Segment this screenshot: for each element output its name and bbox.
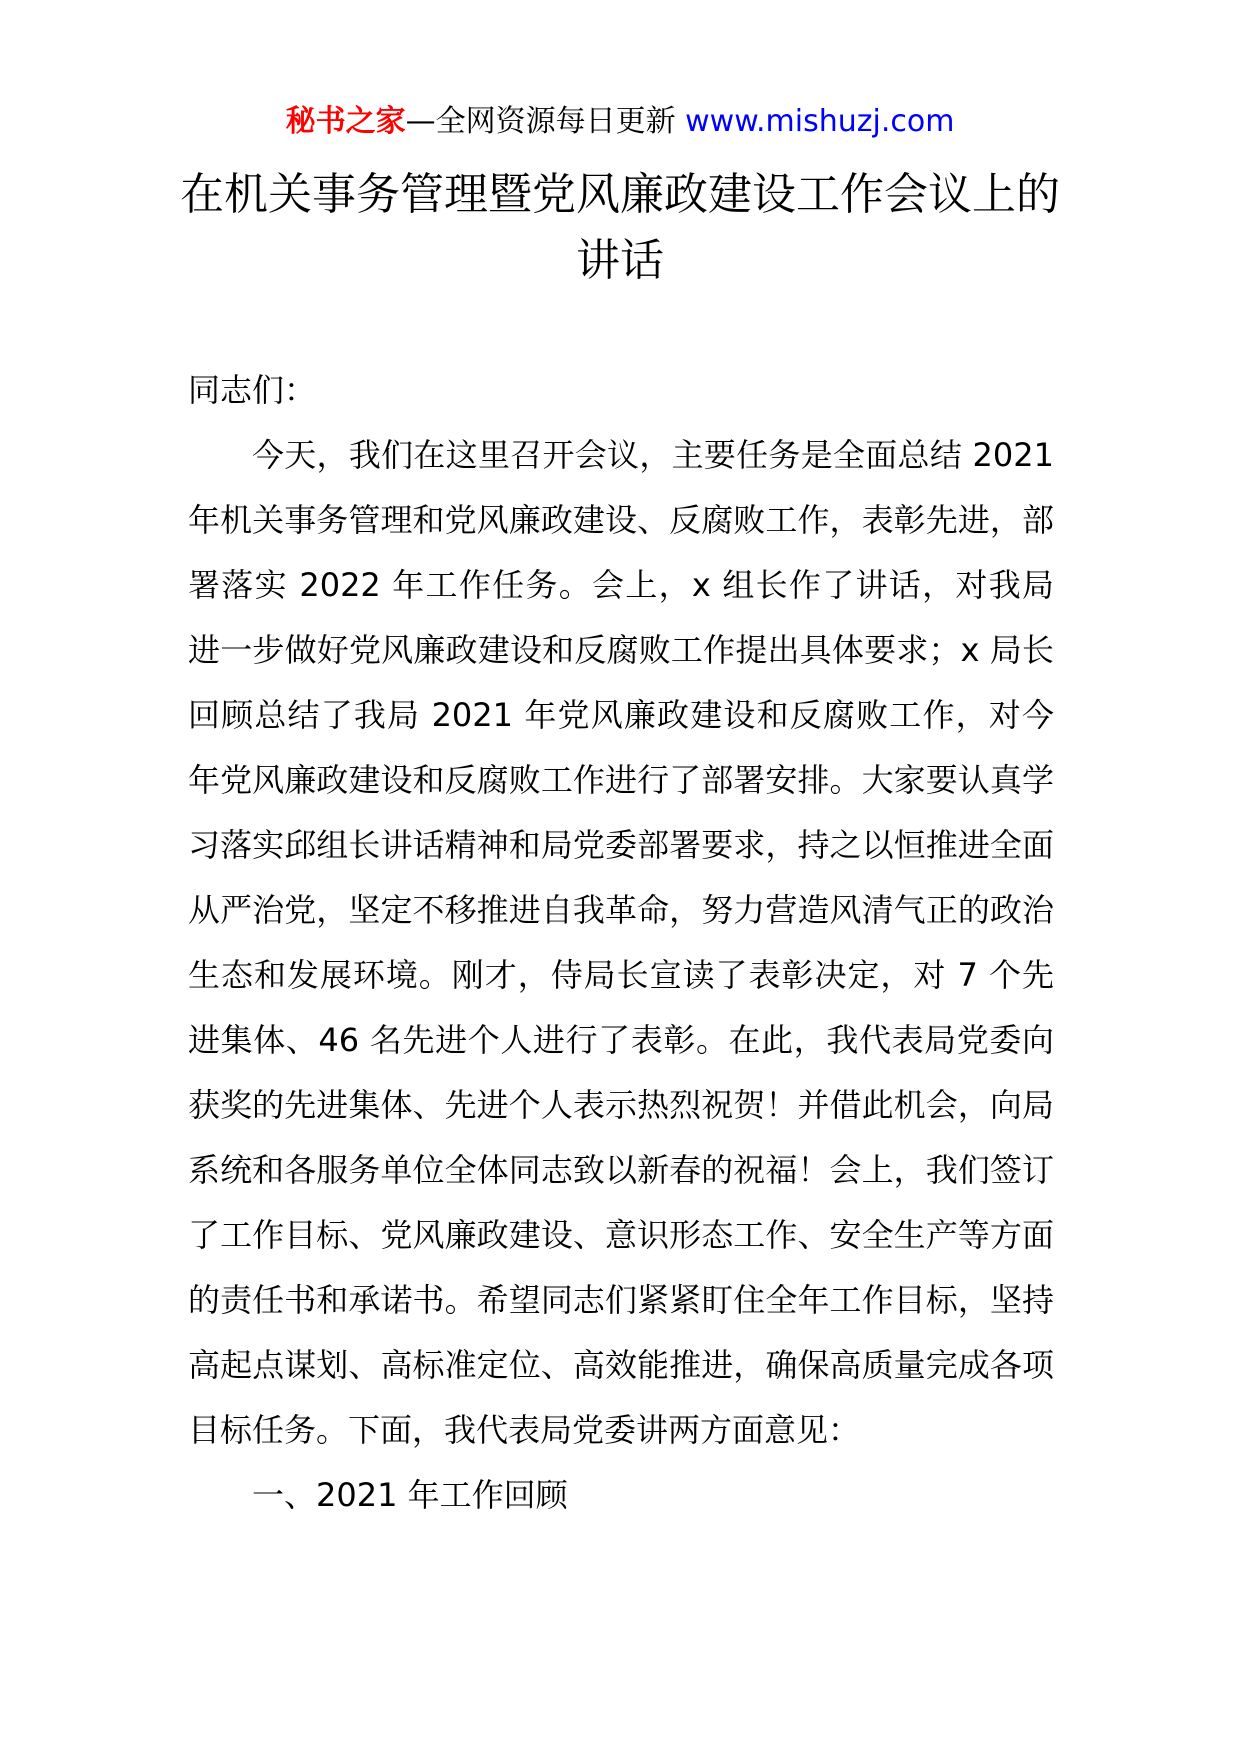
brand-name: 秘书之家 (285, 104, 406, 139)
site-url-link[interactable]: www.mishuzj.com (685, 104, 955, 139)
document-title: 在机关事务管理暨党风廉政建设工作会议上的讲话 (180, 169, 1060, 286)
header-tagline: —全网资源每日更新 (405, 104, 676, 139)
salutation: 同志们： (188, 371, 317, 409)
site-header (0, 100, 1240, 144)
section-heading: 一、2021 年工作回顾 (252, 1476, 568, 1514)
body-paragraph: 今天，我们在这里召开会议，主要任务是全面总结 2021 年机关事务管理和党风廉政建设、反腐败工作，表彰先进，部署落实 2022 年工作任务。会上，x 组长作了讲话，对我局进一步做好党风廉政建设和反腐败工作提出具体要求；x 局长回顾总结了我局 2021 年党风廉政建设和反腐败工作，对今年党风廉政建设和反腐败工作进行了部署安排。大家要认真学习落实邱组长讲话精神和局党委部署要求，持之以恒推进全面从严治党，坚定不移推进自我革命，努力营造风清气正的政治生态和发展环境。刚才，侍局长宣读了表彰决定，对 7 个先进集体、46 名先进个人进行了表彰。在此，我代表局党委向获奖的先进集体、先进个人表示热烈祝贺！并借此机会，向局系统和各服务单位全体同志致以新春的祝福！会上，我们签订了工作目标、党风廉政建设、意识形态工作、安全生产等方面的责任书和承诺书。希望同志们紧紧盯住全年工作目标，坚持高起点谋划、高标准定位、高效能推进，确保高质量完成各项目标任务。下面，我代表局党委讲两方面意见： (188, 436, 1054, 1449)
document-body (188, 358, 1054, 1528)
